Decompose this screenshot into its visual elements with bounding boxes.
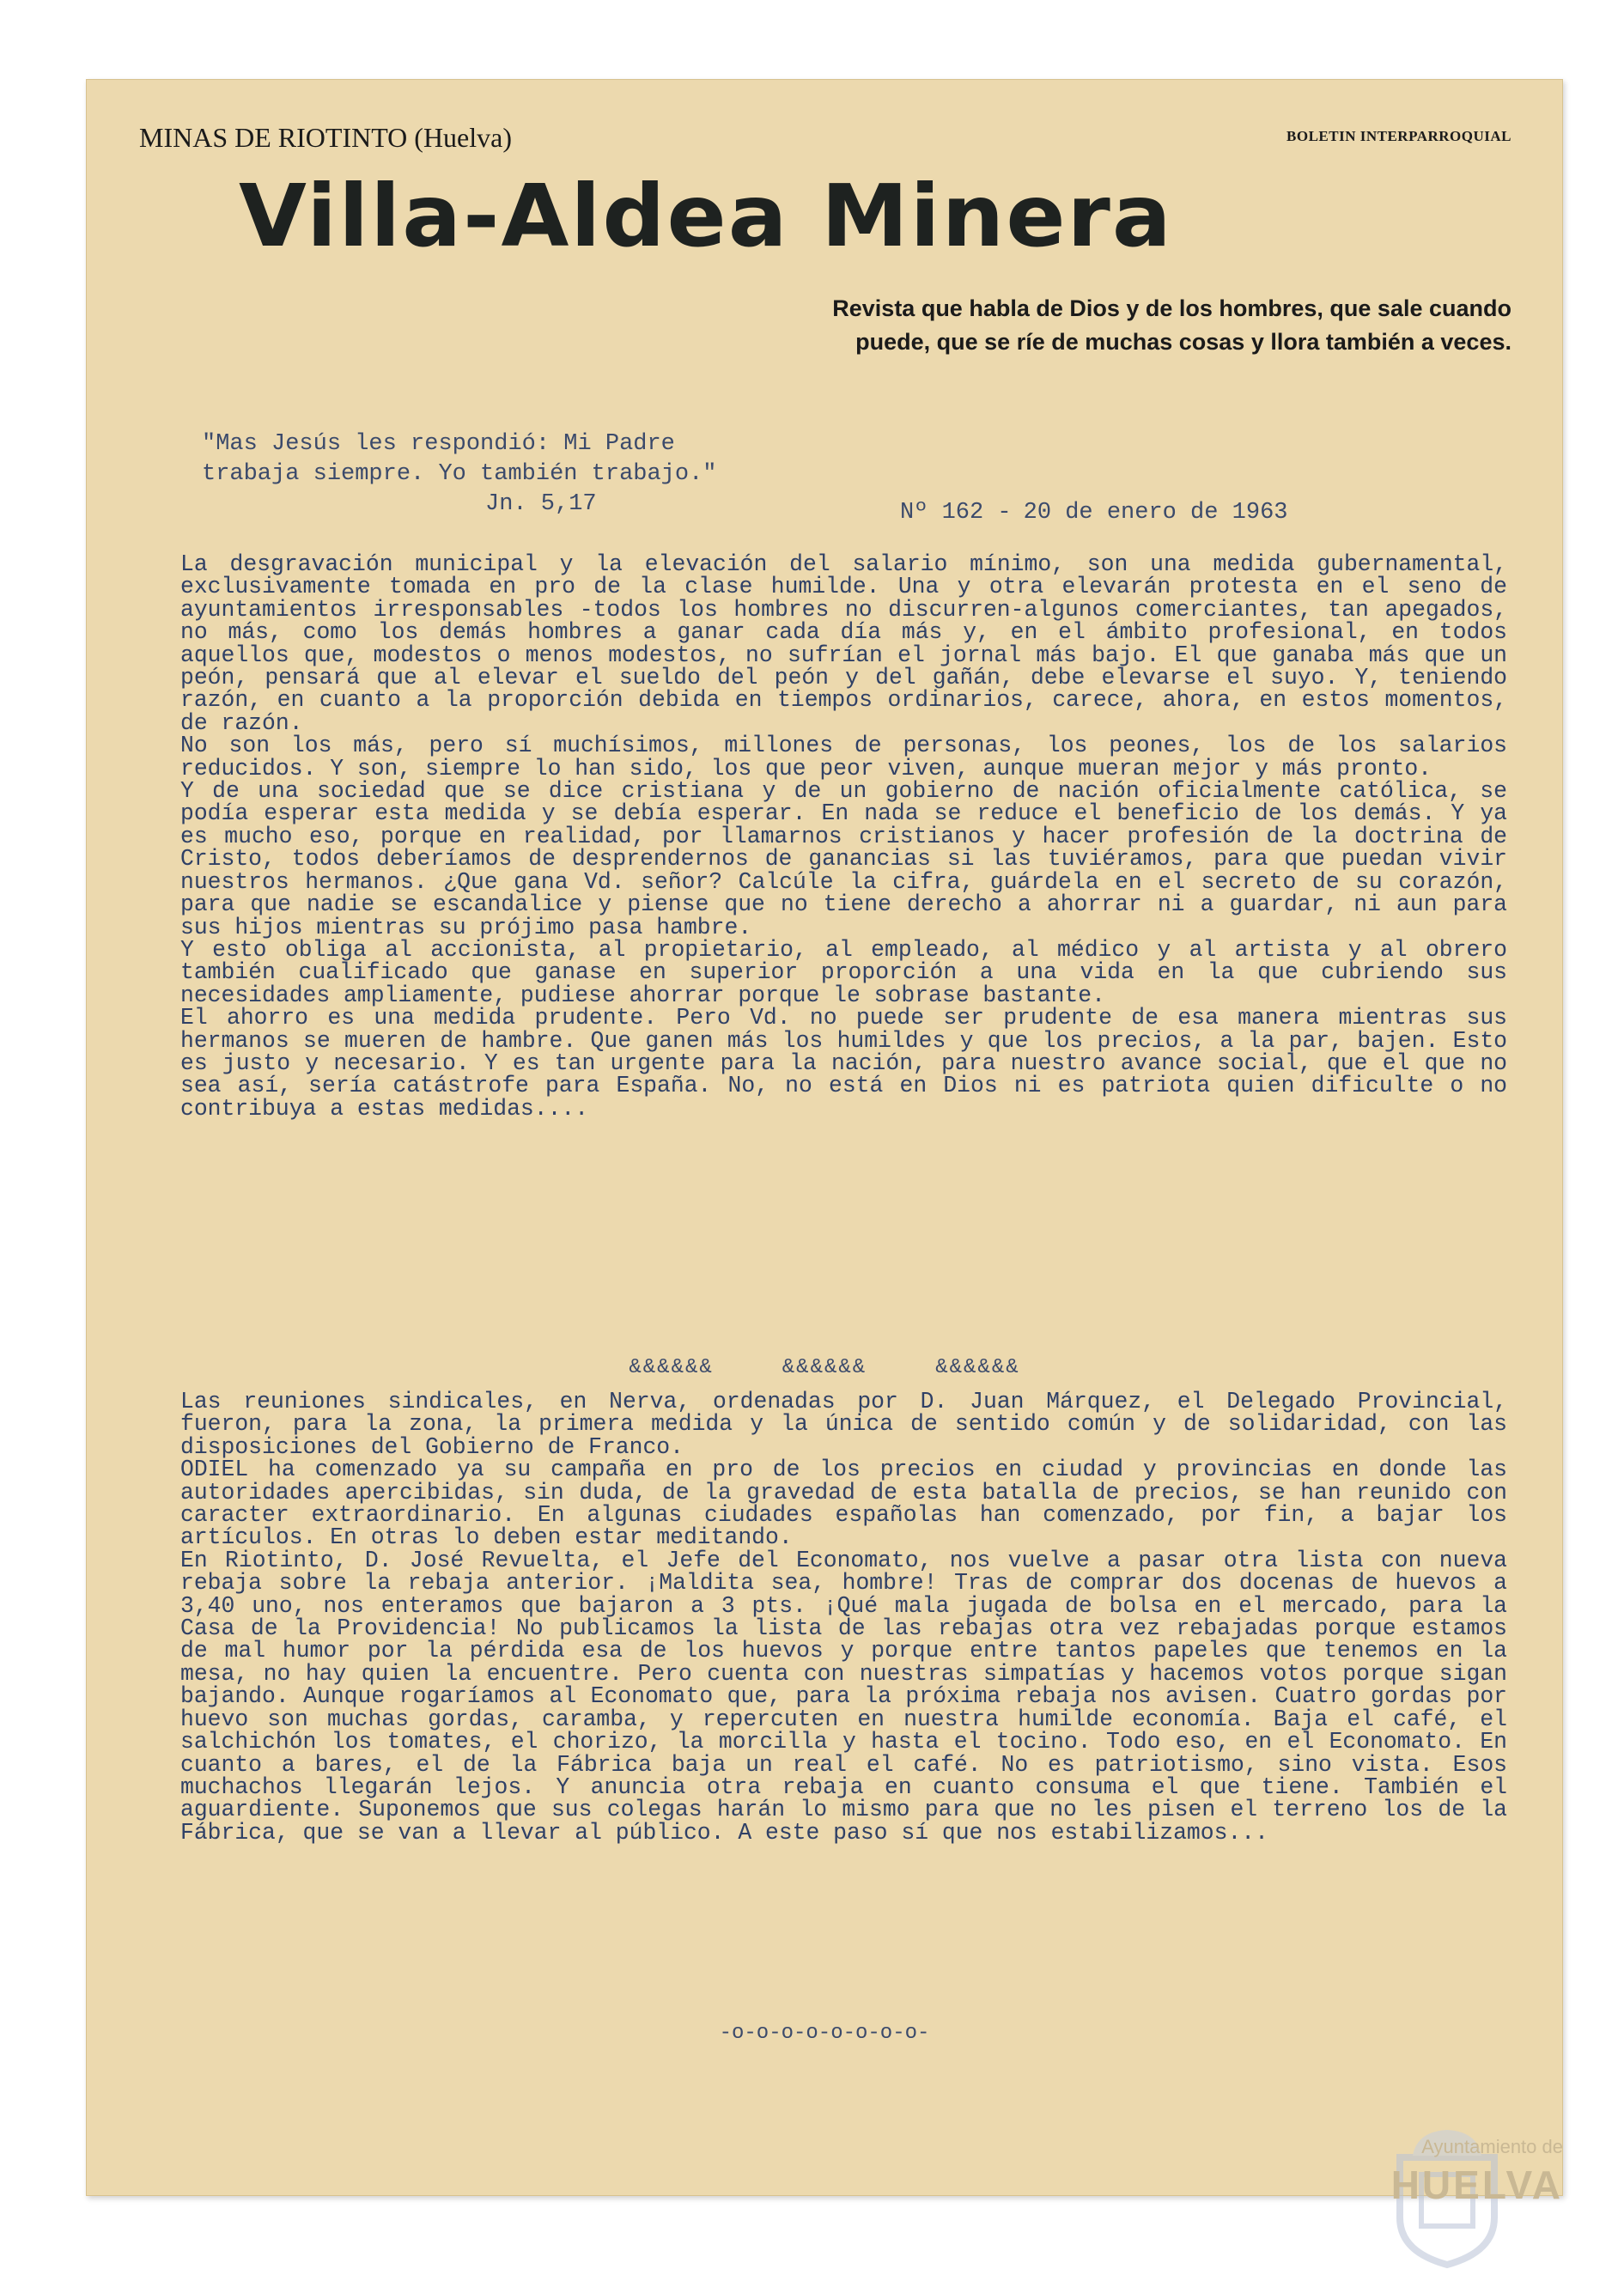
issue-date: 20 de enero de 1963 xyxy=(1023,500,1288,526)
paragraph: El ahorro es una medida prudente. Pero Vd. no puede ser prudente de esa manera mientras sus hermanos se mueren de hambre. Que ganen más los humildes y que los precios, a la par, bajen. Esto es justo y necesario. Y es tan urgente para la nación, para nuestro avance social, que el que no sea así, sería catástrofe para España. No, no está en Dios ni es patriota quien dificulte o no contribuya a estas medidas.... xyxy=(180,1005,1507,1122)
subtitle-line: Revista que habla de Dios y de los hombres, que sale cuando xyxy=(832,295,1511,321)
newsletter-page xyxy=(86,79,1563,2207)
quote-line: "Mas Jesús les respondió: Mi Padre xyxy=(202,431,675,457)
watermark-line: Ayuntamiento de xyxy=(1421,2136,1563,2157)
header-location: MINAS DE RIOTINTO (Huelva) xyxy=(139,122,512,153)
paragraph: No son los más, pero sí muchísimos, millones de personas, los peones, los de los salarios reducidos. Y son, siempre lo han sido, los que peor viven, aunque mueran mejor y más pronto. xyxy=(180,733,1507,782)
paragraph: Y de una sociedad que se dice cristiana y de un gobierno de nación oficialmente católica, se podía esperar esta medida y se debía esperar. En nada se reduce el beneficio de los demás. Y ya es mucho eso, porque en realidad, por llamarnos cristianos y hacer profesión de la doctrina de Cristo, todos deberíamos de desprendernos de ganancias si las tuviéramos, para que puedan vivir nuestros hermanos. ¿Que gana Vd. señor? Calcúle la cifra, guárdela en el secreto de su corazón, para que nadie se escandalice y piense que no tiene derecho a ahorrar ni a guardar, ni aun para sus hijos mientras su prójimo pasa hambre. xyxy=(180,778,1507,940)
article-section-1 xyxy=(180,553,1507,1120)
divider-ornament: &&&&&& xyxy=(935,1356,1020,1379)
divider-ornament: &&&&&& xyxy=(782,1356,867,1379)
watermark-text xyxy=(1353,2136,1563,2208)
section-divider xyxy=(86,1356,1563,1379)
divider-ornament: &&&&&& xyxy=(629,1356,714,1379)
quote-reference: Jn. 5,17 xyxy=(485,491,597,518)
issue-info xyxy=(900,500,1299,526)
end-divider: -o-o-o-o-o-o-o-o- xyxy=(719,2022,930,2045)
paragraph: ODIEL ha comenzado ya su campaña en pro de los precios en ciudad y provincias en donde las autoridades apercibidas, sin duda, de la gravedad de esta batalla de precios, se han reunido con caracter extraordinario. En algunas ciudades españolas han comenzado, por fin, a bajar los artículos. En otras lo deben estar meditando. xyxy=(180,1457,1507,1551)
issue-number: Nº 162 - xyxy=(900,500,1012,526)
paragraph: En Riotinto, D. José Revuelta, el Jefe del Economato, nos vuelve a pasar otra lista con nueva rebaja sobre la rebaja anterior. ¡Maldita sea, hombre! Tras de comprar dos docenas de huevos a 3,40 uno, nos enteramos que bajaron a 3 pts. ¡Qué mala jugada de bolsa en el mercado, para la Casa de la Providencia! No publicamos la lista de las rebajas otra vez rebajadas porque estamos de mal humor por la pérdida esa de los huevos y porque entre tantos papeles que tenemos en la mesa, no hay quien la encuentre. Pero cuenta con nuestras simpatías y hacemos votos porque sigan bajando. Aunque rogaríamos al Economato que, para la próxima rebaja nos avisen. Cuatro gordas por huevo son muchas gordas, caramba, y repercuten en nuestra humilde economía. Baja el café, el salchichón los tomates, el chorizo, la morcilla y hasta el tocino. Todo eso, en el Economato. En cuanto a bares, el de la Fábrica baja un real el café. No es patriotismo, sino vista. Esos muchachos llegarán lejos. Y anuncia otra rebaja en cuanto consuma el que tiene. También el aguardiente. Suponemos que sus colegas harán lo mismo para que no les pisen el terreno los de la Fábrica, que se van a llevar al público. A este paso sí que nos estabilizamos... xyxy=(180,1547,1507,1846)
article-section-2 xyxy=(180,1390,1507,1844)
subtitle-line: puede, que se ríe de muchas cosas y llora también a veces. xyxy=(855,329,1511,356)
quote-line: trabaja siempre. Yo también trabajo." xyxy=(202,461,717,488)
masthead-subtitle xyxy=(807,292,1511,359)
masthead-title: Villa-Aldea Minera xyxy=(239,166,1173,266)
paragraph: La desgravación municipal y la elevación del salario mínimo, son una medida gubernamental, exclusivamente tomada en pro de la clase humilde. Una y otra elevarán protesta en el seno de ayuntamientos irresponsables -todos los hombres no discurren-algunos comerciantes, tan apegados, no más, como los demás hombres a ganar cada día más y, en el ámbito profesional, en todos aquellos que, modestos o menos modestos, no sufrían el jornal más bajo. El que ganaba más que un peón, pensará que al elevar el sueldo del peón y del gañán, debe elevarse el suyo. Y, teniendo razón, en cuanto a la proporción debida en tiempos ordinarios, carece, ahora, en estos momentos, de razón. xyxy=(180,551,1507,736)
paragraph: Y esto obliga al accionista, al propietario, al empleado, al médico y al artista y al obrero también cualificado que ganase en superior proporción a una vida en la que cubriendo sus necesidades ampliamente, pudiese ahorrar porque le sobrase bastante. xyxy=(180,936,1507,1008)
paragraph: Las reuniones sindicales, en Nerva, ordenadas por D. Juan Márquez, el Delegado Provincial, fueron, para la zona, la primera medida y la única de sentido común y de solidaridad, con las disposiciones del Gobierno de Franco. xyxy=(180,1389,1507,1460)
epigraph-quote xyxy=(202,429,751,520)
header-label: BOLETIN INTERPARROQUIAL xyxy=(1286,128,1511,144)
watermark-city: HUELVA xyxy=(1390,2163,1563,2207)
